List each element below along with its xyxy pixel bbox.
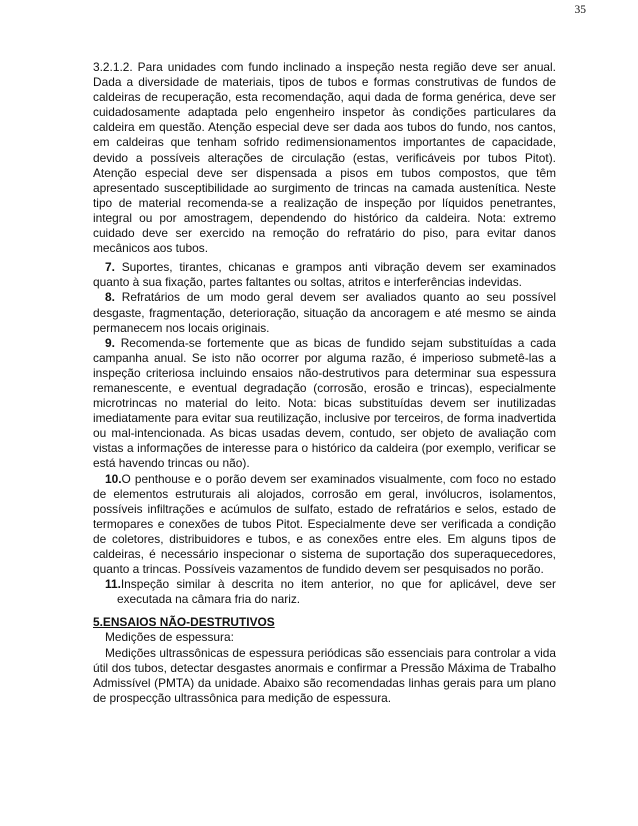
list-item-11 — [93, 577, 556, 607]
section-heading: 5.ENSAIOS NÃO-DESTRUTIVOS — [93, 615, 275, 630]
document-body — [93, 60, 556, 706]
item-number: 10. — [105, 471, 122, 486]
item-text: Inspeção similar à descrita no item anterior, no que for aplicável, deve ser executada na câmara fria do nariz. — [117, 577, 556, 607]
list-item-7 — [93, 260, 556, 290]
item-number: 7. — [105, 260, 115, 275]
item-text: Suportes, tirantes, chicanas e grampos anti vibração devem ser examinados quanto à sua fixação, partes faltantes ou soltas, atritos e interferências indevidas. — [93, 260, 556, 290]
item-number: 8. — [105, 290, 115, 305]
paragraph-3-2-1-2: 3.2.1.2. Para unidades com fundo inclinado a inspeção nesta região deve ser anual. Dada a diversidade de materiais, tipos de tubos e formas construtivas de fundos de caldeiras de recuperação, esta recomendação, aqui dada de forma genérica, deve ser cuidadosamente adaptada pelo engenheiro inspetor às condições particulares da caldeira em questão. Atenção especial deve ser dada aos tubos do fundo, nos cantos, em caldeiras que tenham sofrido redimensionamentos importantes de capacidade, devido a possíveis alterações de circulação (estas, verificáveis por tubos Pitot). Atenção especial deve ser dispensada a pisos em tubos compostos, que têm apresentado susceptibilidade ao surgimento de trincas na camada austenítica. Neste tipo de material recomenda-se a realização de inspeção por líquidos penetrantes, integral ou por amostragem, dependendo do histórico da caldeira. Nota: extremo cuidado deve ser exercido na remoção do refratário do piso, para evitar danos mecânicos aos tubos. — [93, 60, 556, 256]
section-body: Medições ultrassônicas de espessura periódicas são essenciais para controlar a vida útil dos tubos, detectar desgastes anormais e confirmar a Pressão Máxima de Trabalho Admissível (PMTA) da unidade. Abaixo são recomendadas linhas gerais para um plano de prospecção ultrassônica para medição de espessura. — [93, 645, 556, 705]
page-number: 35 — [574, 4, 586, 16]
item-number: 11. — [105, 577, 121, 592]
item-text: O penthouse e o porão devem ser examinados visualmente, com foco no estado de elementos estruturais ali alojados, corrosão em geral, invólucros, isolamentos, possíveis infiltrações e acúmulos de sulfato, estado de refratários e selos, estado de termopares e conexões de tubos Pitot. Especialmente deve ser verificada a condição de coletores, distribuidores e tubos, e as conexões entre eles. Em alguns tipos de caldeiras, é necessário inspecionar o sistema de suportação dos superaquecedores, quanto a trincas. Possíveis vazamentos de fundido devem ser pesquisados no porão. — [93, 471, 556, 577]
list-item-9 — [93, 336, 556, 472]
list-item-8 — [93, 290, 556, 335]
item-text: Refratários de um modo geral devem ser avaliados quanto ao seu possível desgaste, fragmentação, deterioração, situação da ancoragem e até mesmo se ainda permanecem nos locais originais. — [93, 290, 556, 335]
section-subheading: Medições de espessura: — [105, 630, 234, 645]
item-number: 9. — [105, 335, 115, 350]
item-text: Recomenda-se fortemente que as bicas de fundido sejam substituídas a cada campanha anual. Se isto não ocorrer por alguma razão, é imperioso submetê-las a inspeção criteriosa incluindo ensaios não-destrutivos para determinar sua espessura remanescente, e eventual degradação (corrosão, erosão e trincas), especialmente microtrincas no material do leito. Nota: bicas substituídas devem ser inutilizadas imediatamente para evitar sua reutilização, inclusive por terceiros, de forma inadvertida ou mal-intencionada. As bicas usadas devem, contudo, ser objeto de avaliação com vistas a informações de interesse para o histórico da caldeira (por exemplo, verificar se está havendo trincas ou não). — [93, 335, 556, 471]
list-item-10 — [93, 472, 556, 578]
